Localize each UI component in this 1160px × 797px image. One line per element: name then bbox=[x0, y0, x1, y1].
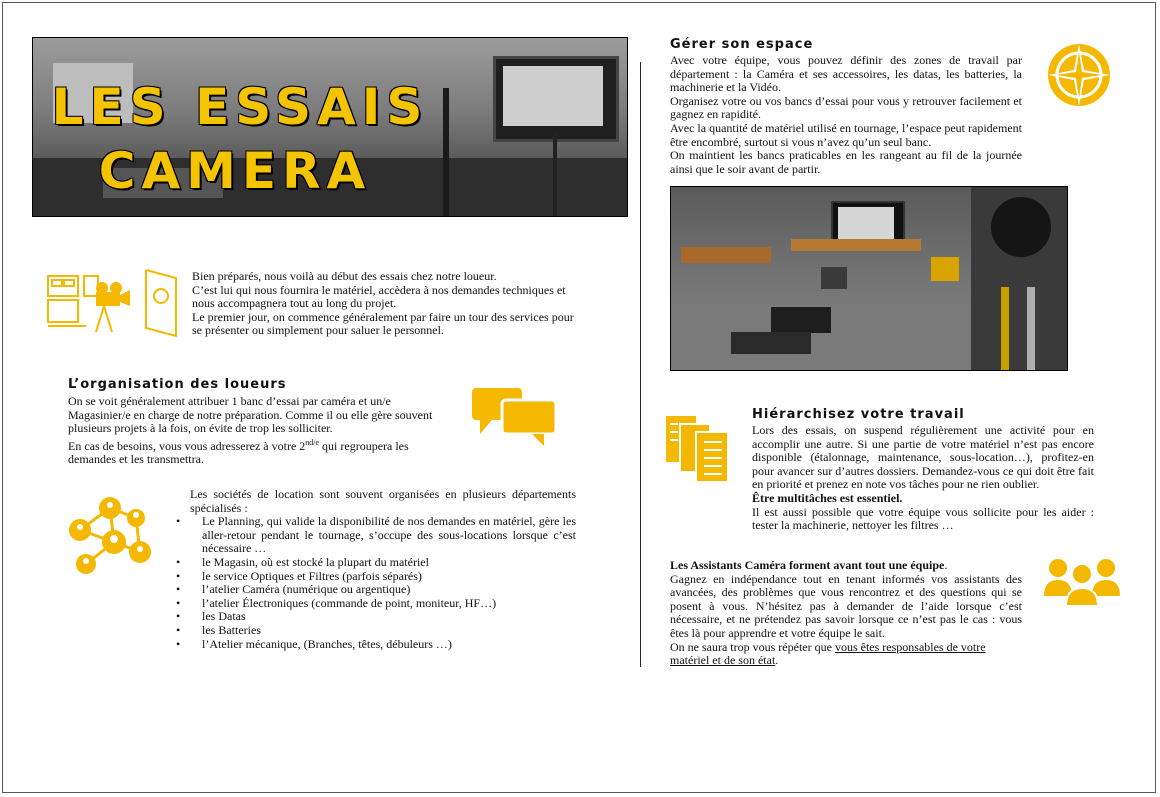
espace-paragraph-1: Avec votre équipe, vous pouvez définir des zones de travail par département : la Caméra et ses accessoires, les datas, les batteries, la machinerie et la Vidéo. bbox=[670, 53, 1022, 95]
organisation-paragraph-1: On se voit généralement attribuer 1 banc d’essai par caméra et un/e Magasinier/e en charge de notre préparation. Comme il ou elle gère souvent plusieurs projets à la fois, on évite de trop les solliciter. bbox=[68, 394, 433, 436]
intro-line-3: Le premier jour, on commence généralement par faire un tour des services pour se présenter ou simplement pour saluer le personnel. bbox=[192, 309, 574, 338]
espace-text bbox=[670, 54, 1022, 176]
espace-paragraph-3: Avec la quantité de matériel utilisé en tournage, l’espace peut rapidement être encombré, surtout si vous n’avez qu’un seul banc. bbox=[670, 120, 1022, 149]
hierarchie-paragraph-1: Lors des essais, on suspend régulièrement une activité pour en accomplir une autre. Si une partie de votre matériel n’est pas encore disponible (étalonnage, maintenance, sous-location…), profitez-en pour avancer sur d’autres dossiers. Demandez-vous ce qui doit être fait en priorité et prenez en note vos tâches pour ne rien oublier. bbox=[752, 423, 1094, 492]
compass-icon bbox=[1044, 40, 1114, 110]
organisation-heading: L’organisation des loueurs bbox=[68, 377, 287, 392]
department-item: • le Magasin, où est stocké la plupart du matériel bbox=[176, 556, 576, 570]
organisation-text bbox=[68, 395, 444, 467]
department-item: • l’atelier Caméra (numérique ou argentique) bbox=[176, 583, 576, 597]
camera-studio-icon bbox=[46, 266, 180, 338]
equipe-paragraph-1: Gagnez en indépendance tout en tenant informés vos assistants des avancées, des problèmes que vous rencontrez et des questions qui se posent à vous. N’hésitez pas à demander de l’aide lorsque c’est nécessaire, et ne prétendez pas savoir lorsque ce n’est pas le cas : vous êtes là pour apprendre et votre équipe le sait. bbox=[670, 571, 1022, 640]
network-people-icon bbox=[64, 494, 156, 576]
department-item: • les Batteries bbox=[176, 624, 576, 638]
department-item: • Le Planning, qui valide la disponibilité de nos demandes en matériel, gère les aller-retour pendant le tournage, s’occupe des sous-locations lorsque c’est nécessaire … bbox=[176, 515, 576, 556]
espace-paragraph-2: Organisez votre ou vos bancs d’essai pour vous y retrouver facilement et gagnez en rapidité. bbox=[670, 93, 1022, 122]
banner-image bbox=[32, 37, 628, 217]
organisation-paragraph-2: En cas de besoins, vous vous adresserez à votre $2^{nd/e}$ qui regroupera les demandes et les transmettra. bbox=[68, 437, 409, 467]
equipe-paragraph-2: On ne saura trop vous répéter que vous êtes responsables de votre matériel et de son état. bbox=[670, 639, 986, 668]
department-item: • les Datas bbox=[176, 610, 576, 624]
chat-bubbles-icon bbox=[470, 386, 558, 448]
hierarchie-text bbox=[752, 424, 1094, 533]
intro-text bbox=[192, 270, 582, 338]
departments-intro: Les sociétés de location sont souvent organisées en plusieurs départements spécialisés : bbox=[190, 487, 576, 515]
banner-title-line2: CAMERA bbox=[98, 142, 372, 200]
equipe-heading-line: Les Assistants Caméra forment avant tout une équipe. bbox=[670, 558, 948, 572]
department-item: • le service Optiques et Filtres (parfois séparés) bbox=[176, 570, 576, 584]
departments-block bbox=[176, 488, 576, 651]
team-icon bbox=[1042, 556, 1122, 608]
checklist-documents-icon bbox=[664, 412, 734, 484]
equipe-text bbox=[670, 559, 1022, 668]
department-item: • l’Atelier mécanique, (Branches, têtes, débuleurs …) bbox=[176, 638, 576, 652]
workspace-photo bbox=[670, 186, 1068, 371]
espace-paragraph-4: On maintient les bancs praticables en les rangeant au fil de la journée ainsi que le soir avant de partir. bbox=[670, 148, 1022, 176]
department-item: • l’atelier Électroniques (commande de point, moniteur, HF…) bbox=[176, 597, 576, 611]
intro-line-2: C’est lui qui nous fournira le matériel, accèdera à nos demandes techniques et nous accompagnera tout au long du projet. bbox=[192, 282, 566, 311]
hierarchie-paragraph-2: Il est aussi possible que votre équipe vous sollicite pour les aider : tester la machinerie, nettoyer les filtres … bbox=[752, 504, 1094, 533]
hierarchie-emphasis: Être multitâches est essentiel. bbox=[752, 490, 903, 505]
espace-heading: Gérer son espace bbox=[670, 37, 814, 52]
column-divider bbox=[640, 62, 641, 667]
intro-line-1: Bien préparés, nous voilà au début des essais chez notre loueur. bbox=[192, 269, 497, 283]
banner-title-line1: LES ESSAIS bbox=[51, 78, 429, 136]
hierarchie-heading: Hiérarchisez votre travail bbox=[752, 407, 965, 422]
